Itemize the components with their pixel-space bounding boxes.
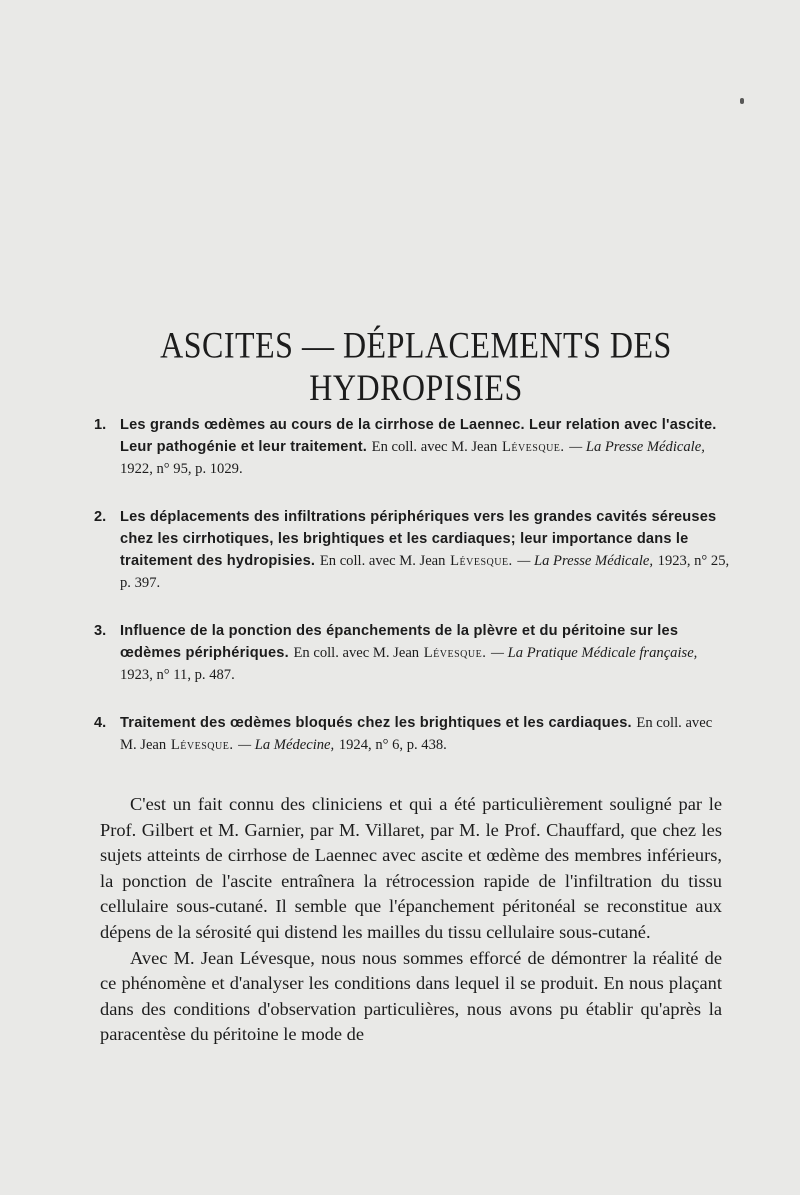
reference-title: Les déplacements des infiltrations périphériques vers les grandes cavités séreuses chez les cirrhotiques, les brightiques et les cardiaques; leur importance dans le traitement des hydropisies. [120,509,717,569]
reference-collaboration: En coll. avec M. Jean [319,553,446,569]
body-text [100,792,722,1048]
reference-journal: — La Pratique Médicale française, [491,645,698,661]
reference-item [92,712,732,756]
reference-collaboration: En coll. avec M. Jean [293,645,420,661]
reference-collaboration: En coll. avec M. Jean [120,715,713,753]
reference-title: Les grands œdèmes au cours de la cirrhose de Laennec. Leur relation avec l'ascite. Leur pathogénie et leur traitement. [120,417,717,455]
reference-citation: 1922, n° 95, p. 1029. [120,461,243,477]
reference-citation: 1923, n° 11, p. 487. [120,667,235,683]
body-paragraph: Avec M. Jean Lévesque, nous nous sommes efforcé de démontrer la réalité de ce phénomène et d'analyser les conditions dans lequel il se produit. En nous plaçant dans des conditions d'observation particulières, nous avons pu établir qu'après la paracentèse du péritoine le mode de [100,947,722,1045]
reference-coauthor: Lévesque. [450,553,513,569]
ink-speck [740,98,744,104]
body-paragraph: C'est un fait connu des cliniciens et qui a été particulièrement souligné par le Prof. Gilbert et M. Garnier, par M. Villaret, par M. le Prof. Chauffard, que chez les sujets atteints de cirrhose de Laennec avec ascite et œdème des membres inférieurs, la ponction de l'ascite entraînera la rétrocession rapide de l'infiltration du tissu cellulaire sous-cutané. Il semble que l'épanchement péritonéal se reconstitue aux dépens de la sérosité qui distend les mailles du tissu cellulaire sous-cutané. [100,794,722,942]
reference-citation: 1923, n° 25, p. 397. [120,553,730,591]
reference-number: 1. [94,417,107,433]
reference-collaboration: En coll. avec M. Jean [371,439,498,455]
reference-item [92,506,732,594]
reference-journal: — La Presse Médicale, [569,439,705,455]
reference-number: 3. [94,623,107,639]
reference-title: Influence de la ponction des épanchements de la plèvre et du péritoine sur les œdèmes périphériques. [120,623,679,661]
reference-list [92,414,732,782]
reference-item [92,414,732,480]
reference-title: Traitement des œdèmes bloqués chez les brightiques et les cardiaques. [120,715,632,731]
reference-citation: 1924, n° 6, p. 438. [338,737,447,753]
page-title: ASCITES — DÉPLACEMENTS DES HYDROPISIES [160,324,672,408]
reference-item [92,620,732,686]
reference-coauthor: Lévesque. [501,439,565,455]
reference-number: 4. [94,715,107,731]
reference-journal: — La Presse Médicale, [517,553,653,569]
reference-coauthor: Lévesque. [170,737,234,753]
reference-number: 2. [94,509,107,525]
reference-coauthor: Lévesque. [423,645,487,661]
reference-journal: — La Médecine, [238,737,335,753]
